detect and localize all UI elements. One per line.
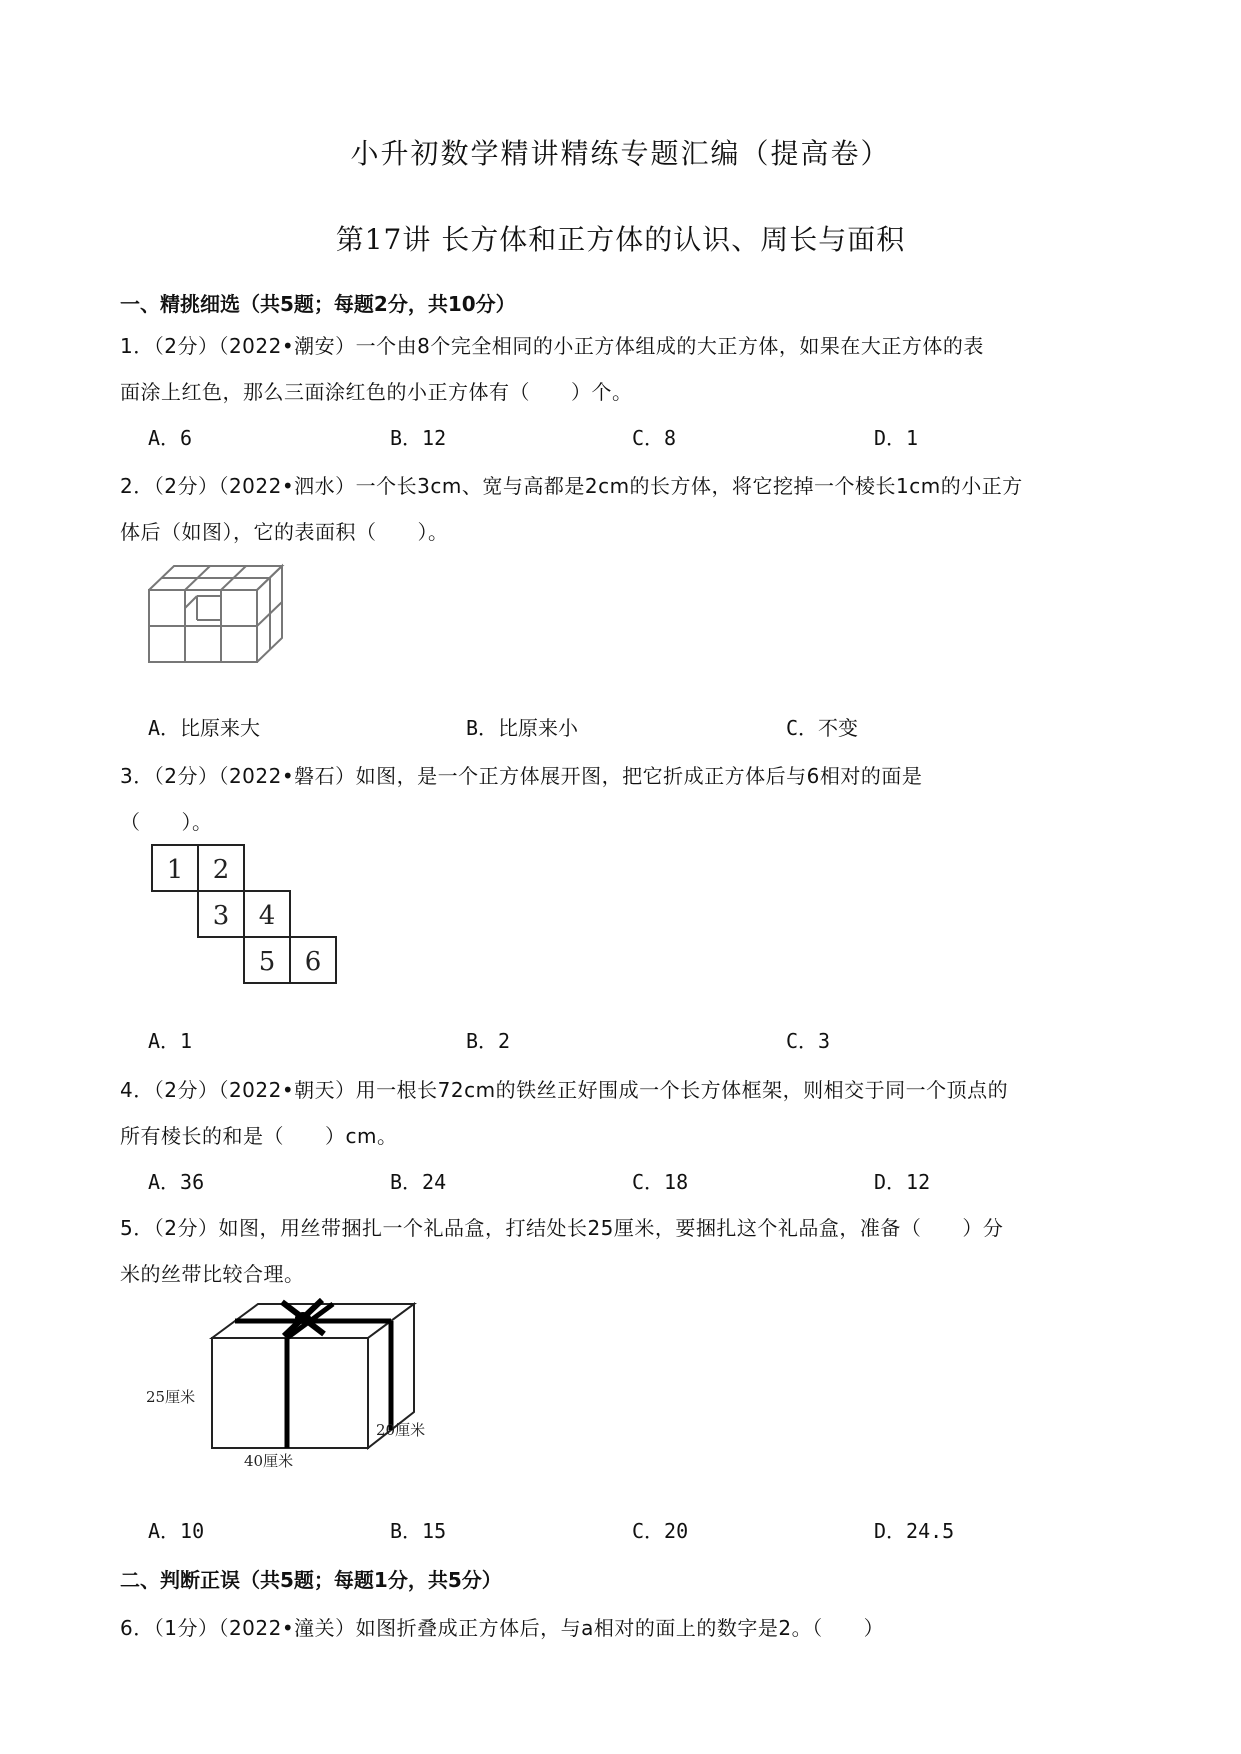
q1-option-c[interactable]: C．8 — [632, 426, 677, 450]
net-label-3: 3 — [212, 901, 230, 931]
q3-option-c[interactable]: C．3 — [786, 1029, 831, 1053]
question-3-line-1: 3．（2分）（2022•磐石）如图，是一个正方体展开图，把它折成正方体后与6相对的面是 — [120, 764, 923, 788]
q5-option-a[interactable]: A．10 — [148, 1519, 205, 1543]
question-2-line-1: 2．（2分）（2022•泗水）一个长3cm、宽与高都是2cm的长方体，将它挖掉一个棱长1cm的小正方 — [120, 474, 1023, 498]
lesson-subtitle: 第17讲 长方体和正方体的认识、周长与面积 — [335, 223, 906, 256]
q5-option-d[interactable]: D．24.5 — [874, 1519, 955, 1543]
net-label-4: 4 — [258, 901, 276, 931]
net-label-1: 1 — [166, 855, 184, 885]
q5-option-c[interactable]: C．20 — [632, 1519, 689, 1543]
question-3-line-2: （ ）。 — [120, 810, 213, 834]
question-6-line-1: 6．（1分）（2022•潼关）如图折叠成正方体后，与a相对的面上的数字是2。（ ） — [120, 1616, 885, 1640]
question-4-line-2: 所有棱长的和是（ ）cm。 — [120, 1124, 398, 1148]
net-label-5: 5 — [258, 947, 276, 977]
q1-option-a[interactable]: A．6 — [148, 426, 193, 450]
q4-option-d[interactable]: D．12 — [874, 1170, 931, 1194]
section-heading-choice: 一、精挑细选（共5题；每题2分，共10分） — [120, 292, 516, 316]
box-height-label: 25厘米 — [146, 1388, 196, 1406]
question-1-line-1: 1．（2分）（2022•潮安）一个由8个完全相同的小正方体组成的大正方体，如果在大正方体的表 — [120, 334, 984, 358]
q4-option-c[interactable]: C．18 — [632, 1170, 689, 1194]
question-5-line-1: 5．（2分）如图，用丝带捆扎一个礼品盒，打结处长25厘米，要捆扎这个礼品盒，准备（ ）分 — [120, 1216, 1004, 1240]
q2-option-c[interactable]: C．不变 — [786, 716, 859, 740]
q3-option-a[interactable]: A．1 — [148, 1029, 193, 1053]
box-length-label: 40厘米 — [244, 1452, 294, 1468]
q2-option-a[interactable]: A．比原来大 — [148, 716, 261, 740]
question-4-line-1: 4．（2分）（2022•朝天）用一根长72cm的铁丝正好围成一个长方体框架，则相交于同一个顶点的 — [120, 1078, 1009, 1102]
q4-option-b[interactable]: B．24 — [390, 1170, 447, 1194]
q3-option-b[interactable]: B．2 — [466, 1029, 511, 1053]
q2-option-b[interactable]: B．比原来小 — [466, 716, 579, 740]
box-width-label: 20厘米 — [376, 1421, 426, 1439]
page-title: 小升初数学精讲精练专题汇编（提高卷） — [350, 137, 891, 170]
question-2-line-2: 体后（如图），它的表面积（ ）。 — [120, 520, 449, 544]
q1-option-b[interactable]: B．12 — [390, 426, 447, 450]
question-5-line-2: 米的丝带比较合理。 — [120, 1262, 305, 1286]
gift-box-figure — [146, 1298, 456, 1468]
section-heading-true-false: 二、判断正误（共5题；每题1分，共5分） — [120, 1568, 502, 1592]
q1-option-d[interactable]: D．1 — [874, 426, 919, 450]
q4-option-a[interactable]: A．36 — [148, 1170, 205, 1194]
q5-option-b[interactable]: B．15 — [390, 1519, 447, 1543]
question-1-line-2: 面涂上红色，那么三面涂红色的小正方体有（ ）个。 — [120, 380, 633, 404]
net-label-6: 6 — [304, 947, 322, 977]
cube-net-figure — [146, 840, 356, 1000]
net-label-2: 2 — [212, 855, 230, 885]
cuboid-with-cutout-figure — [146, 560, 286, 666]
